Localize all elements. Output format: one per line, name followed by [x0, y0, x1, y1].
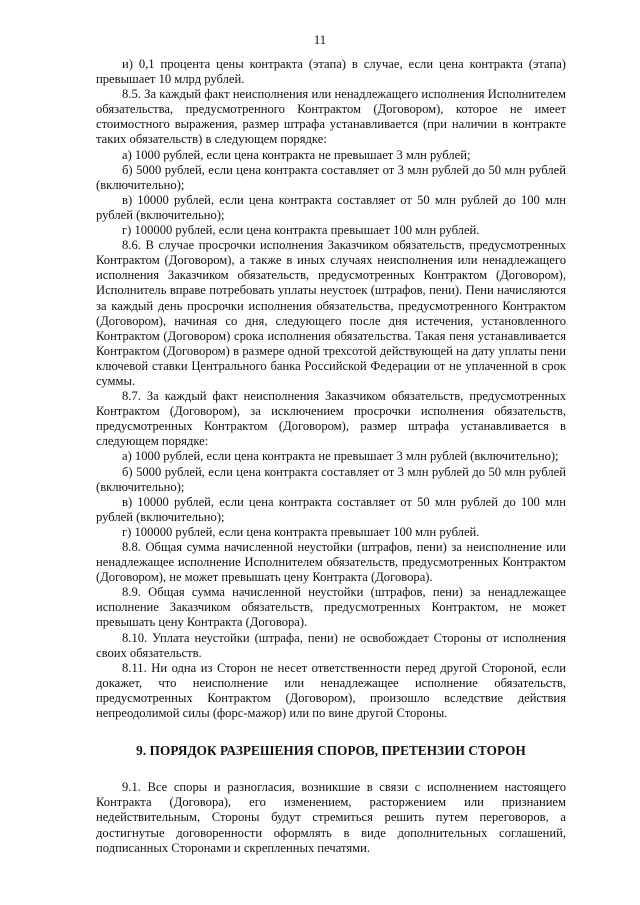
document-body [96, 57, 566, 856]
list-item: г) 100000 рублей, если цена контракта превышает 100 млн рублей. [122, 524, 480, 539]
list-item: а) 1000 рублей, если цена контракта не превышает 3 млн рублей (включительно); [122, 449, 559, 464]
paragraph: и) 0,1 процента цены контракта (этапа) в случае, если цена контракта (этапа) превышает 10 млрд рублей. [96, 57, 566, 87]
paragraph: 8.5. За каждый факт неисполнения или ненадлежащего исполнения Исполнителем обязательства, предусмотренного Контрактом (Договором), которое не имеет стоимостного выражения, размер штрафа устанавливается (при наличии в контракте таких обязательств) в следующем порядке: [96, 87, 566, 147]
list-item: г) 100000 рублей, если цена контракта превышает 100 млн рублей. [122, 223, 480, 238]
paragraph: 8.10. Уплата неустойки (штрафа, пени) не освобождает Стороны от исполнения своих обязательств. [96, 630, 566, 660]
paragraph: 9.1. Все споры и разногласия, возникшие в связи с исполнением настоящего Контракта (Договора), его изменением, расторжением или признанием недействительным, Стороны будут стремиться решить путем переговоров, а достигнутые договоренности оформлять в виде дополнительных соглашений, подписанных Сторонами и скрепленных печатями. [96, 780, 566, 855]
paragraph: 8.8. Общая сумма начисленной неустойки (штрафов, пени) за неисполнение или ненадлежащее исполнение Исполнителем обязательств, предусмотренных Контрактом (Договором), не может превышать цену Контракта (Договора). [96, 540, 566, 585]
list-item: в) 10000 рублей, если цена контракта составляет от 50 млн рублей до 100 млн рублей (включительно); [96, 192, 566, 222]
paragraph: 8.9. Общая сумма начисленной неустойки (штрафов, пени) за ненадлежащее исполнение Заказчиком обязательств, предусмотренных Контрактом, не может превышать цену Контракта (Договора). [96, 585, 566, 630]
paragraph: 8.6. В случае просрочки исполнения Заказчиком обязательств, предусмотренных Контрактом (Договором), а также в иных случаях неисполнения или ненадлежащего исполнения Заказчиком обязательств, предусмотренных Контрактом (Договором), Исполнитель вправе потребовать уплаты неустоек (штрафов, пени). Пени начисляются за каждый день просрочки исполнения обязательства, предусмотренного Контрактом (Договором), начиная со дня, следующего после дня истечения, установленного Контрактом (Договором) срока исполнения обязательства. Такая пеня устанавливается Контрактом (Договором) в размере одной трехсотой действующей на дату уплаты пени ключевой ставки Центрального банка Российской Федерации от не уплаченной в срок суммы. [96, 238, 566, 388]
list-item: в) 10000 рублей, если цена контракта составляет от 50 млн рублей до 100 млн рублей (включительно); [96, 494, 566, 524]
list-item: б) 5000 рублей, если цена контракта составляет от 3 млн рублей до 50 млн рублей (включительно); [96, 162, 566, 192]
paragraph: 8.7. За каждый факт неисполнения Заказчиком обязательств, предусмотренных Контрактом (Договором), за исключением просрочки исполнения обязательств, предусмотренных Контрактом (Договором), размер штрафа устанавливается в следующем порядке: [96, 389, 566, 449]
page-number: 11 [313, 33, 327, 47]
section-heading: 9. ПОРЯДОК РАЗРЕШЕНИЯ СПОРОВ, ПРЕТЕНЗИИ СТОРОН [136, 743, 526, 759]
list-item: а) 1000 рублей, если цена контракта не превышает 3 млн рублей; [122, 147, 471, 162]
list-item: б) 5000 рублей, если цена контракта составляет от 3 млн рублей до 50 млн рублей (включительно); [96, 464, 566, 494]
paragraph: 8.11. Ни одна из Сторон не несет ответственности перед другой Стороной, если докажет, что неисполнение или ненадлежащее исполнение обязательств, предусмотренных Контрактом (Договором), произошло вследствие действия непреодолимой силы (форс-мажор) или по вине другой Стороны. [96, 660, 566, 721]
